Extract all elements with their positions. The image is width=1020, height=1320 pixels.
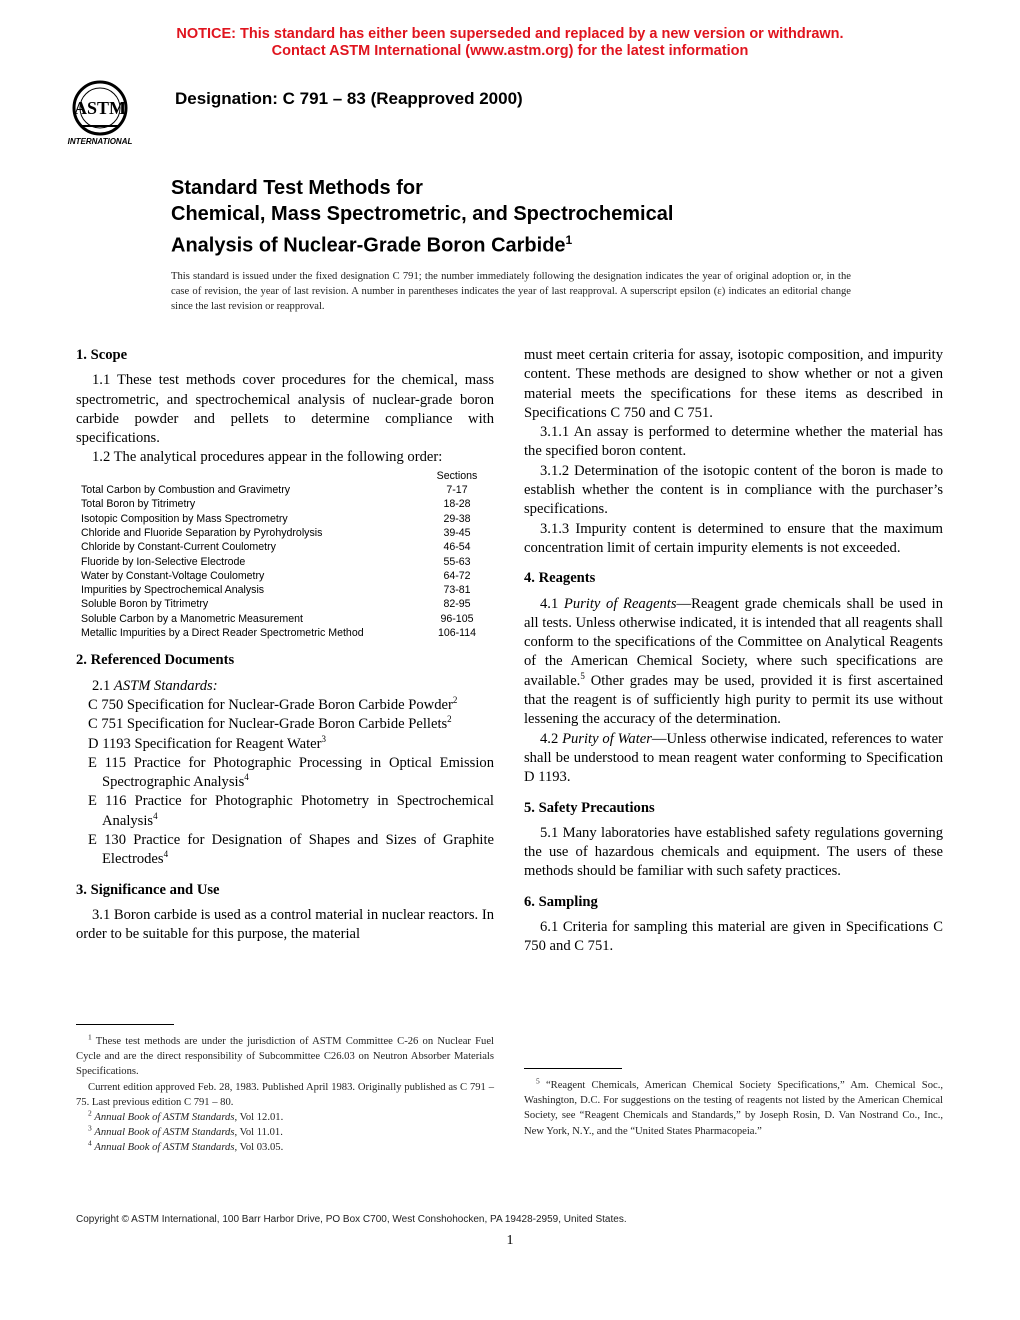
table-row xyxy=(76,569,494,583)
paragraph-2-1-title: ASTM Standards: xyxy=(113,677,218,694)
reference-note: 4 xyxy=(163,849,169,860)
paragraph-4-2-text: —Unless otherwise indicated, references to water shall be understood to mean reagent water conforming to Specification D 1193. xyxy=(524,730,943,786)
section-heading-significance: 3. Significance and Use xyxy=(76,881,220,898)
document-title xyxy=(171,175,673,259)
reference-note: 2 xyxy=(447,714,452,725)
footnote-3-title: Annual Book of ASTM Standards xyxy=(94,1127,235,1139)
paragraph-5-1: 5.1 Many laboratories have established safety regulations governing the use of hazardous chemicals and equipment. The users of these methods should be familiar with such safety practices. xyxy=(524,824,943,880)
footnote-4-text: , Vol 03.05. xyxy=(234,1142,284,1154)
notice-line-1: NOTICE: This standard has either been superseded and replaced by a new version or withdrawn. xyxy=(176,26,844,42)
footnote-5 xyxy=(524,1078,943,1139)
svg-text:INTERNATIONAL: INTERNATIONAL xyxy=(67,137,133,146)
sections-header: Sections xyxy=(436,469,478,482)
table-row xyxy=(76,483,494,497)
procedure-label: Total Boron by Titrimetry xyxy=(81,498,196,511)
table-header-row xyxy=(76,469,494,483)
title-line-1: Standard Test Methods for xyxy=(171,177,423,199)
procedure-label: Soluble Carbon by a Manometric Measurement xyxy=(81,612,303,625)
paragraph-4-1 xyxy=(524,595,943,730)
svg-text:ASTM: ASTM xyxy=(73,98,127,118)
procedure-sections: 39-45 xyxy=(443,526,471,539)
title-line-2: Chemical, Mass Spectrometric, and Spectrochemical xyxy=(171,203,674,225)
procedure-label: Total Carbon by Combustion and Gravimetry xyxy=(81,484,291,497)
section-heading-safety: 5. Safety Precautions xyxy=(524,799,655,816)
footnote-1-edition: Current edition approved Feb. 28, 1983. Published April 1983. Originally published as C 791 – 75. Last previous edition C 791 – 80. xyxy=(76,1081,494,1108)
paragraph-3-1: 3.1 Boron carbide is used as a control material in nuclear reactors. In order to be suitable for this purpose, the material xyxy=(76,906,494,943)
table-row xyxy=(76,555,494,569)
reference-text: C 750 Specification for Nuclear-Grade Boron Carbide Powder xyxy=(88,696,453,713)
footnote-2 xyxy=(76,1110,494,1125)
notice-line-2: Contact ASTM International (www.astm.org) for the latest information xyxy=(271,43,749,59)
reference-note: 2 xyxy=(452,695,458,706)
paragraph-3-1-3: 3.1.3 Impurity content is determined to ensure that the maximum concentration limit of certain impurity elements is not exceeded. xyxy=(524,520,943,556)
reference-item xyxy=(76,831,494,870)
paragraph-4-1-note: 5 xyxy=(580,670,585,681)
procedure-label: Fluoride by Ion-Selective Electrode xyxy=(81,555,246,568)
reference-note: 4 xyxy=(153,810,158,821)
procedure-sections: 82-95 xyxy=(443,598,471,611)
title-line-3 xyxy=(171,227,673,259)
paragraph-2-1-number: 2.1 xyxy=(92,677,111,694)
paragraph-3-1-continued: must meet certain criteria for assay, isotopic composition, and impurity content. These methods are designed to show whether or not a given material meets the specifications for these items as described in Specifications C 750 and C 751. xyxy=(524,347,943,421)
procedure-sections: 106-114 xyxy=(437,627,477,640)
procedure-sections: 7-17 xyxy=(446,484,468,497)
reference-note: 4 xyxy=(244,772,249,783)
paragraph-4-1-text-a: —Reagent grade chemicals shall be used in all tests. Unless otherwise indicated, it is intended that all reagents shall conform to the specifications of the Committee on Analytical Reagents of the American Chemical Society, where such specifications are available. xyxy=(524,595,944,689)
footnote-5-text: “Reagent Chemicals, American Chemical Society Specifications,” Am. Chemical Soc., Washington, D.C. For suggestions on the testing of reagents not listed by the American Chemical Society, see “Reagent Chemicals and Standards,” by Joseph Rosin, D. Van Nostrand Co., Inc., New York, N.Y., and the “United States Pharmacopeia.” xyxy=(524,1080,943,1137)
reference-item xyxy=(76,715,494,734)
left-column xyxy=(76,346,494,945)
paragraph-6-1: 6.1 Criteria for sampling this material are given in Specifications C 750 and C 751. xyxy=(524,919,943,955)
table-row xyxy=(76,626,494,640)
paragraph-1-1: 1.1 These test methods cover procedures for the chemical, mass spectrometric, and spectrochemical analysis of nuclear-grade boron carbide powder and pellets to determine compliance with specifications. xyxy=(76,372,494,447)
reference-item xyxy=(76,735,494,754)
procedure-sections: 46-54 xyxy=(443,541,471,554)
paragraph-3-1-2: 3.1.2 Determination of the isotopic content of the boron is made to establish whether the content is in compliance with the purchaser’s specifications. xyxy=(524,462,943,518)
title-footnote-mark: 1 xyxy=(565,233,573,247)
paragraph-4-1-number: 4.1 xyxy=(540,595,559,612)
astm-international-logo-icon xyxy=(66,74,162,150)
right-column xyxy=(524,346,943,957)
reference-text: C 751 Specification for Nuclear-Grade Boron Carbide Pellets xyxy=(88,716,448,733)
table-row xyxy=(76,583,494,597)
procedure-label: Chloride and Fluoride Separation by Pyrohydrolysis xyxy=(81,526,323,539)
procedure-label: Isotopic Composition by Mass Spectrometry xyxy=(81,512,288,525)
designation: Designation: C 791 – 83 (Reapproved 2000) xyxy=(175,89,523,108)
procedures-table xyxy=(76,469,494,641)
withdrawal-notice xyxy=(0,26,1020,60)
footnote-2-title: Annual Book of ASTM Standards xyxy=(94,1112,235,1124)
procedure-sections: 29-38 xyxy=(443,512,471,525)
footnote-4-mark: 4 xyxy=(88,1138,92,1148)
reference-text: E 130 Practice for Designation of Shapes and Sizes of Graphite Electrodes xyxy=(88,832,494,868)
page-number: 1 xyxy=(506,1233,514,1248)
footnote-4 xyxy=(76,1140,494,1155)
paragraph-1-2: 1.2 The analytical procedures appear in the following order: xyxy=(92,449,443,466)
title-line-3-text: Analysis of Nuclear-Grade Boron Carbide xyxy=(171,234,566,257)
footnote-3-text: , Vol 11.01. xyxy=(234,1127,283,1139)
footnotes-right xyxy=(524,1078,943,1139)
footnote-divider-right xyxy=(524,1068,622,1069)
procedure-label: Impurities by Spectrochemical Analysis xyxy=(81,584,265,597)
procedure-label: Chloride by Constant-Current Coulometry xyxy=(81,541,276,554)
paragraph-4-2-number: 4.2 xyxy=(540,730,559,747)
table-row xyxy=(76,512,494,526)
table-row xyxy=(76,497,494,511)
astm-logo xyxy=(66,74,162,150)
table-row xyxy=(76,612,494,626)
footnote-2-text: , Vol 12.01. xyxy=(234,1112,284,1124)
footnote-2-mark: 2 xyxy=(88,1108,92,1118)
procedure-label: Metallic Impurities by a Direct Reader Spectrometric Method xyxy=(81,627,364,640)
paragraph-4-2 xyxy=(524,730,943,788)
issuance-statement: This standard is issued under the fixed designation C 791; the number immediately following the designation indicates the year of original adoption or, in the case of revision, the year of last revision. A number in parentheses indicates the year of last reapproval. A superscript epsilon (ε) indicates an editorial change since the last revision or reapproval. xyxy=(171,271,851,313)
reference-item xyxy=(76,792,494,831)
table-row xyxy=(76,540,494,554)
paragraph-4-1-text-b: Other grades may be used, provided it is first ascertained that the reagent is of sufficiently high purity to permit its use without lessening the accuracy of the determination. xyxy=(524,672,943,728)
footnote-3 xyxy=(76,1125,494,1140)
footnote-5-mark: 5 xyxy=(536,1076,540,1086)
footnote-1-text: These test methods are under the jurisdiction of ASTM Committee C-26 on Nuclear Fuel Cycle and are the direct responsibility of Subcommittee C26.03 on Neutron Absorber Materials Specifications. xyxy=(76,1036,494,1078)
section-heading-referenced-documents: 2. Referenced Documents xyxy=(76,652,235,669)
section-heading-sampling: 6. Sampling xyxy=(524,893,598,910)
paragraph-4-1-title: Purity of Reagents xyxy=(563,595,677,612)
procedure-sections: 96-105 xyxy=(440,612,474,625)
footnote-divider-left xyxy=(76,1024,174,1025)
section-heading-reagents: 4. Reagents xyxy=(524,570,596,587)
reference-item xyxy=(76,754,494,793)
table-row xyxy=(76,597,494,611)
reference-text: E 115 Practice for Photographic Processing in Optical Emission Spectrographic Analysis xyxy=(88,754,494,791)
footnote-4-title: Annual Book of ASTM Standards xyxy=(94,1142,235,1154)
footnote-1-mark: 1 xyxy=(88,1032,92,1042)
procedure-label: Soluble Boron by Titrimetry xyxy=(81,598,209,611)
paragraph-3-1-1: 3.1.1 An assay is performed to determine whether the material has the specified boron content. xyxy=(524,424,943,460)
reference-item xyxy=(76,696,494,715)
paragraph-4-2-title: Purity of Water xyxy=(562,730,652,747)
copyright-notice: Copyright © ASTM International, 100 Barr Harbor Drive, PO Box C700, West Conshohocken, PA 19428-2959, United States. xyxy=(76,1214,627,1225)
procedure-label: Water by Constant-Voltage Coulometry xyxy=(81,569,265,582)
table-row xyxy=(76,526,494,540)
reference-note: 3 xyxy=(321,733,326,744)
section-heading-scope: 1. Scope xyxy=(76,347,128,363)
procedure-sections: 55-63 xyxy=(443,555,471,568)
footnote-1 xyxy=(76,1034,494,1080)
reference-text: D 1193 Specification for Reagent Water xyxy=(88,735,322,752)
procedure-sections: 18-28 xyxy=(443,498,471,511)
procedure-sections: 64-72 xyxy=(443,569,471,582)
procedure-sections: 73-81 xyxy=(443,584,471,597)
footnotes-left xyxy=(76,1034,494,1156)
reference-text: E 116 Practice for Photographic Photometry in Spectrochemical Analysis xyxy=(88,793,494,829)
paragraph-2-1 xyxy=(76,677,494,696)
footnote-3-mark: 3 xyxy=(88,1123,92,1133)
